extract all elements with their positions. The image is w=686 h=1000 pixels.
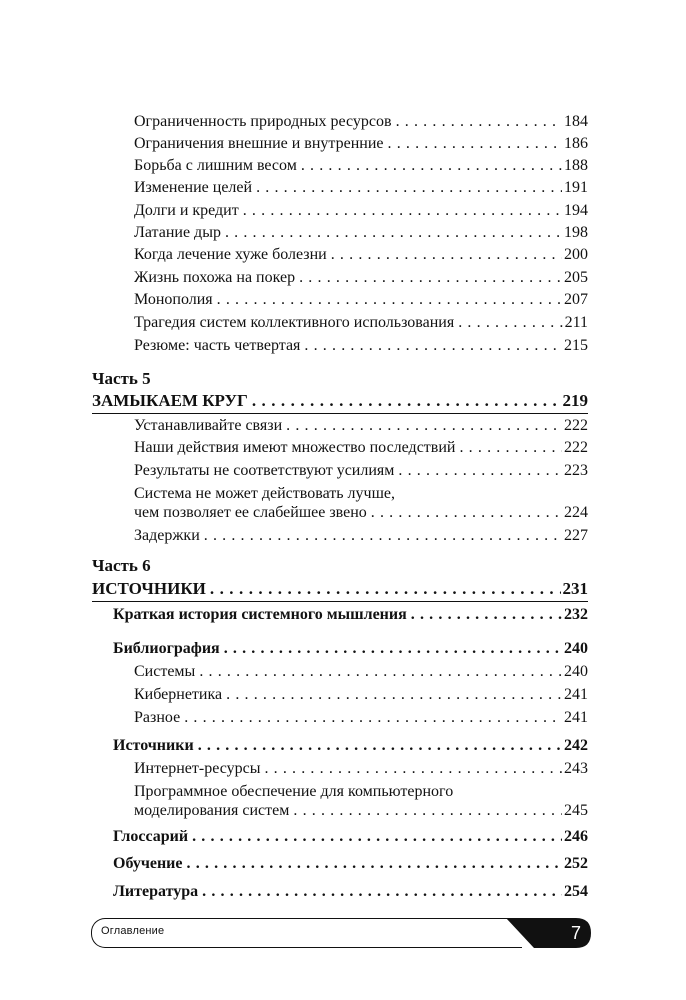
toc-entry[interactable]: Результаты не соответствуют усилиям . . . 223: [134, 460, 588, 482]
toc-entry[interactable]: Ограниченность природных ресурсов . . . 184: [134, 111, 588, 133]
page-number: 7: [570, 923, 581, 943]
part-5-title[interactable]: ЗАМЫКАЕМ КРУГ . . . 219: [92, 390, 588, 412]
toc-entry[interactable]: Латание дыр . . . 198: [134, 222, 588, 244]
toc-entry[interactable]: Задержки . . . 227: [134, 525, 588, 547]
toc-entry[interactable]: Изменение целей . . . 191: [134, 177, 588, 199]
toc-entry[interactable]: Резюме: часть четвертая . . . 215: [134, 335, 588, 357]
toc-entry[interactable]: моделирования систем . . . 245: [134, 800, 588, 822]
toc-entry-first-line: Программное обеспечение для компьютерного: [134, 783, 454, 800]
toc-entry-training[interactable]: Обучение . . . 252: [113, 853, 588, 875]
toc-entry-history[interactable]: Краткая история системного мышления . . . 232: [113, 604, 588, 626]
toc-entry[interactable]: Долги и кредит . . . 194: [134, 200, 588, 222]
toc-entry[interactable]: Ограничения внешние и внутренние . . . 186: [134, 133, 588, 155]
toc-entry[interactable]: Жизнь похожа на покер . . . 205: [134, 267, 588, 289]
footer-section-label: Оглавление: [101, 925, 165, 937]
toc-entry[interactable]: Устанавливайте связи . . . 222: [134, 415, 588, 437]
toc-entry[interactable]: Монополия . . . 207: [134, 289, 588, 311]
toc-entry-literature[interactable]: Литература . . . 254: [113, 881, 588, 903]
section-divider: [92, 413, 588, 414]
toc-entry[interactable]: Борьба с лишним весом . . . 188: [134, 155, 588, 177]
toc-entry[interactable]: чем позволяет ее слабейшее звено . . . 224: [134, 502, 588, 524]
toc-entry[interactable]: Системы . . . 240: [134, 661, 588, 683]
section-divider: [92, 601, 588, 602]
toc-entry-glossary[interactable]: Глоссарий . . . 246: [113, 826, 588, 848]
toc-entry-first-line: Система не может действовать лучше,: [134, 485, 395, 502]
part-5-label: Часть 5: [92, 369, 151, 388]
part-6-label: Часть 6: [92, 556, 151, 575]
part-6-title[interactable]: ИСТОЧНИКИ . . . 231: [92, 578, 588, 600]
toc-entry[interactable]: Наши действия имеют множество последствий . . . 222: [134, 437, 588, 459]
toc-entry-bibliography[interactable]: Библиография . . . 240: [113, 638, 588, 660]
toc-entry[interactable]: Разное . . . 241: [134, 707, 588, 729]
toc-entry[interactable]: Трагедия систем коллективного использования . . . 211: [134, 312, 588, 334]
toc-entry[interactable]: Интернет-ресурсы . . . 243: [134, 758, 588, 780]
page-footer: [91, 918, 591, 948]
toc-entry[interactable]: Кибернетика . . . 241: [134, 684, 588, 706]
toc-entry-sources[interactable]: Источники . . . 242: [113, 735, 588, 757]
toc-entry[interactable]: Когда лечение хуже болезни . . . 200: [134, 244, 588, 266]
